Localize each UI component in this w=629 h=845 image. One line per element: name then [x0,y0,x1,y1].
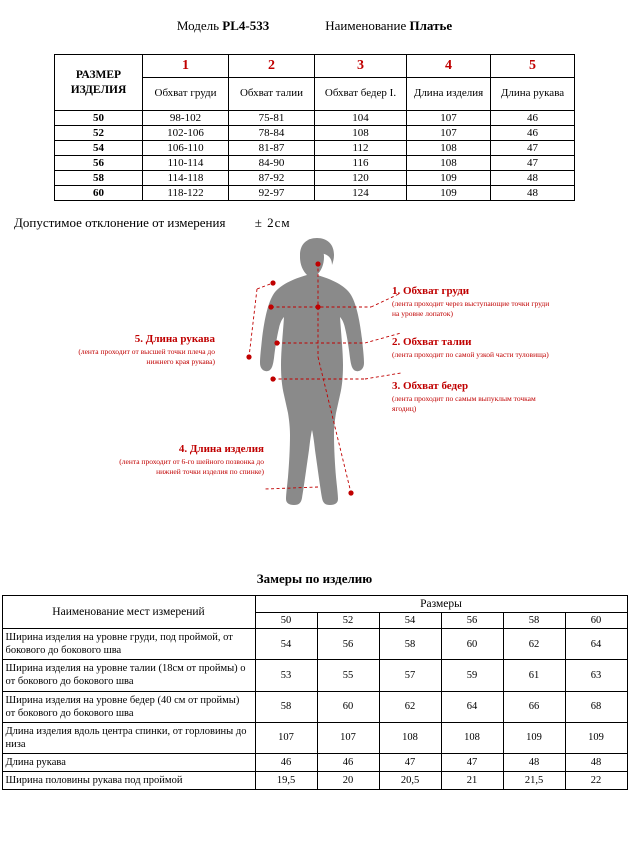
data-cell: 108 [407,156,491,171]
note-chest-desc: (лента проходит через выступающие точки груди на уровне лопаток) [392,299,550,319]
note-waist [392,336,552,360]
measurement-diagram [0,237,629,567]
data-cell: 81-87 [229,141,315,156]
product-name-block [325,18,452,34]
measurement-value: 22 [565,772,627,790]
column-number-2: 2 [229,55,315,78]
data-cell: 124 [315,186,407,201]
table-row [2,660,627,691]
measurement-value: 107 [317,722,379,753]
data-cell: 109 [407,171,491,186]
measurement-value: 66 [503,691,565,722]
data-cell: 107 [407,111,491,126]
data-cell: 98-102 [143,111,229,126]
table-row [55,111,575,126]
data-cell: 102-106 [143,126,229,141]
size-table-corner [55,55,143,111]
model-label: Модель [176,18,220,33]
measurement-name: Ширина половины рукава под проймой [2,772,255,790]
measurement-value: 58 [379,629,441,660]
note-hips-desc: (лента проходит по самым выпуклым точкам ягодиц) [392,394,536,414]
data-cell: 84-90 [229,156,315,171]
measurement-value: 55 [317,660,379,691]
measurement-value: 60 [441,629,503,660]
note-product-length-desc: (лента проходит от 6-го шейного позвонка до нижней точки изделия по спинке) [119,457,264,477]
measurement-value: 21,5 [503,772,565,790]
measurement-name: Длина изделия вдоль центра спинки, от горловины до низа [2,722,255,753]
table-row [55,171,575,186]
table-row [2,629,627,660]
column-header-chest: Обхват груди [143,78,229,111]
data-cell: 75-81 [229,111,315,126]
measurement-value: 21 [441,772,503,790]
size-column-56: 56 [441,613,503,629]
size-cell: 50 [55,111,143,126]
column-header-sleeve: Длина рукава [491,78,575,111]
size-table-corner-text: РАЗМЕР ИЗДЕЛИЯ [70,69,127,96]
size-cell: 52 [55,126,143,141]
size-column-54: 54 [379,613,441,629]
size-cell: 58 [55,171,143,186]
measurement-value: 46 [255,754,317,772]
data-cell: 108 [407,141,491,156]
data-cell: 87-92 [229,171,315,186]
column-header-waist: Обхват талии [229,78,315,111]
data-cell: 116 [315,156,407,171]
table-row [55,156,575,171]
measurement-value: 107 [255,722,317,753]
product-name-value: Платье [409,18,453,33]
size-cell: 60 [55,186,143,201]
tolerance-text: Допустимое отклонение от измерения [14,215,226,230]
measurement-value: 47 [441,754,503,772]
measurement-value: 108 [441,722,503,753]
measurement-value: 62 [503,629,565,660]
size-cell: 54 [55,141,143,156]
measurement-value: 64 [441,691,503,722]
size-column-58: 58 [503,613,565,629]
column-number-1: 1 [143,55,229,78]
measurement-value: 46 [317,754,379,772]
measurement-value: 57 [379,660,441,691]
model-value: PL4-533 [222,18,270,33]
table-row [55,141,575,156]
size-column-52: 52 [317,613,379,629]
measurement-value: 54 [255,629,317,660]
size-table-number-row [55,55,575,78]
note-hips-title: 3. Обхват бедер [392,380,469,392]
measurements-header-row [2,596,627,613]
data-cell: 112 [315,141,407,156]
table-row [55,186,575,201]
measurements-head-sizes: Размеры [255,596,627,613]
data-cell: 48 [491,171,575,186]
model-block [177,18,269,34]
measurement-value: 109 [565,722,627,753]
note-chest [392,285,552,319]
data-cell: 118-122 [143,186,229,201]
product-name-label: Наименование [325,18,407,33]
note-chest-title: 1. Обхват груди [392,285,470,297]
measurement-value: 64 [565,629,627,660]
measurement-value: 53 [255,660,317,691]
column-header-hips: Обхват бедер I. [315,78,407,111]
measurement-value: 68 [565,691,627,722]
table-row [55,126,575,141]
table-row [2,722,627,753]
data-cell: 114-118 [143,171,229,186]
measurement-name: Длина рукава [2,754,255,772]
measurement-value: 60 [317,691,379,722]
column-header-length: Длина изделия [407,78,491,111]
note-product-length [100,443,264,477]
table-row [2,754,627,772]
data-cell: 104 [315,111,407,126]
measurement-value: 20,5 [379,772,441,790]
measurement-value: 108 [379,722,441,753]
measurement-name: Ширина изделия на уровне бедер (40 см от проймы) от бокового до бокового шва [2,691,255,722]
data-cell: 92-97 [229,186,315,201]
data-cell: 78-84 [229,126,315,141]
note-waist-title: 2. Обхват талии [392,336,472,348]
data-cell: 47 [491,141,575,156]
column-number-3: 3 [315,55,407,78]
table-row [2,691,627,722]
tolerance-line [14,215,629,231]
data-cell: 48 [491,186,575,201]
data-cell: 46 [491,111,575,126]
size-column-50: 50 [255,613,317,629]
note-sleeve-length [78,333,215,367]
column-number-5: 5 [491,55,575,78]
measurement-value: 47 [379,754,441,772]
size-cell: 56 [55,156,143,171]
measurement-name: Ширина изделия на уровне талии (18см от проймы) о от бокового до бокового шва [2,660,255,691]
data-cell: 106-110 [143,141,229,156]
measurement-value: 109 [503,722,565,753]
note-sleeve-length-desc: (лента проходит от высшей точки плеча до нижнего края рукава) [78,347,215,367]
data-cell: 120 [315,171,407,186]
document-header [0,0,629,34]
note-waist-desc: (лента проходит по самой узкой части туловища) [392,350,549,359]
measurement-value: 63 [565,660,627,691]
data-cell: 46 [491,126,575,141]
tolerance-value: ± 2см [254,215,291,230]
measurement-value: 48 [503,754,565,772]
measurement-value: 59 [441,660,503,691]
measurement-name: Ширина изделия на уровне груди, под проймой, от бокового до бокового шва [2,629,255,660]
table-row [2,772,627,790]
measurement-value: 61 [503,660,565,691]
measurements-head-name: Наименование мест измерений [2,596,255,629]
measurement-value: 58 [255,691,317,722]
measurement-value: 62 [379,691,441,722]
data-cell: 110-114 [143,156,229,171]
measurement-value: 48 [565,754,627,772]
measurement-value: 56 [317,629,379,660]
data-cell: 109 [407,186,491,201]
note-product-length-title: 4. Длина изделия [178,443,264,455]
measurements-table [2,595,628,790]
data-cell: 47 [491,156,575,171]
data-cell: 107 [407,126,491,141]
measurement-value: 20 [317,772,379,790]
column-number-4: 4 [407,55,491,78]
note-hips [392,380,557,414]
measurement-value: 19,5 [255,772,317,790]
size-table [54,54,575,201]
note-sleeve-length-title: 5. Длина рукава [134,333,215,345]
data-cell: 108 [315,126,407,141]
size-column-60: 60 [565,613,627,629]
measurements-section-title: Замеры по изделию [256,571,373,586]
